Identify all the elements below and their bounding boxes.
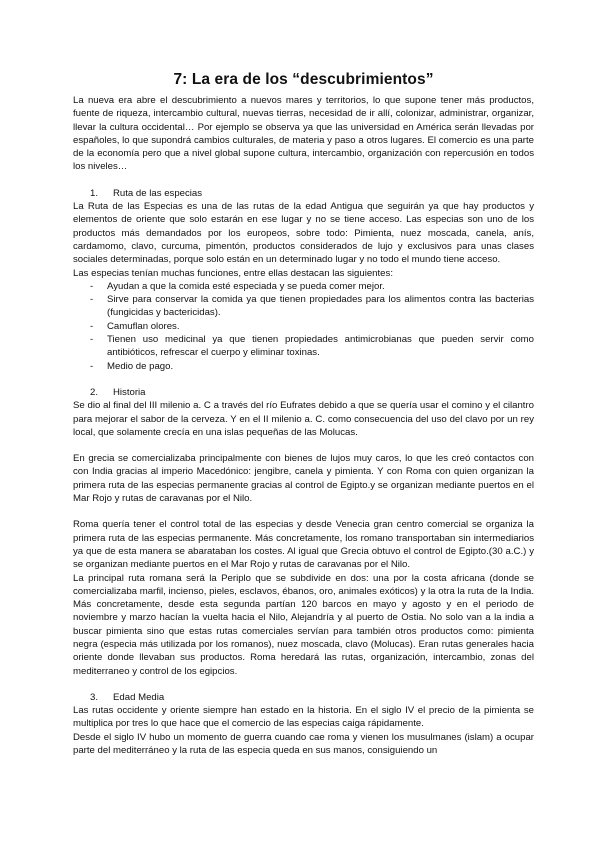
list-item: - Camuflan olores. [73,320,534,333]
intro-paragraph: La nueva era abre el descubrimiento a nuevos mares y territorios, lo que supone tener más productos, fuente de riqueza, intercambio cultural, nuevas tierras, necesidad de ir allí, colonizar, administrar, organizar, llevar la cultura occidental… Por ejemplo se observa ya que las universidad en América serán llevadas por españoles, lo que supondrá cambios culturales, de materia y paso a otros lugares. El comercio es una parte de la economía pero que a nivel global supone cultura, intercambio, organización con repercusión en todos los niveles… [73,95,534,173]
list-item: - Sirve para conservar la comida ya que tienen propiedades para los alimentos contra las bacterias (fungicidas y bactericidas). [73,293,534,320]
paragraph: Las rutas occidente y oriente siempre han estado en la historia. En el siglo IV el precio de la pimienta se multiplica por tres lo que hace que el comercio de las especias caiga rápidamente. [73,705,534,730]
paragraph: Las especias tenían muchas funciones, entre ellas destacan las siguientes: [73,267,393,279]
paragraph: La principal ruta romana será la Periplo que se subdivide en dos: una por la costa africana (donde se comercializaba marfil, incienso, pieles, esclavos, ébanos, oro, animales exóticos) y la otra la ruta de la India. Más concretamente, desde esta segunda partían 120 barcos en mayo y agosto y en el periodo de noviembre y marzo hacían la vuelta hacia el Nilo, Alejandría y al puerto de Ostia. No solo van a la india a buscar pimienta sino que estas rutas comerciales servían para también otros productos como: pimienta negra (especia más utilizada por los romanos), nuez moscada, clavo (Molucas). Eran rutas generales hacia oriente donde llevaban sus productos. Roma heredará las rutas, organización, intercambio, zonas del mediterraneo y control de los egipcios. [73,572,534,677]
section-heading-edad-media [73,691,534,704]
list-item: - Ayudan a que la comida esté especiada y se pueda comer mejor. [73,280,534,293]
paragraph: En grecia se comercializaba principalmente con bienes de lujos muy caros, lo que les creó contactos con con India gracias al imperio Macedónico: jengibre, canela y pimienta. Y con Roma con quien organizan la primera ruta de las especias permanente gracias al control de Egipto.y se organizan mediante puertos en el Mar Rojo y rutas de caravanas por el Nilo. [73,453,534,505]
section-title: Edad Media [113,691,165,703]
section-title: Historia [113,386,146,398]
section-number: 1. [90,187,99,199]
section-heading-historia [73,386,534,399]
section-heading-ruta [73,187,534,200]
paragraph: Desde el siglo IV hubo un momento de guerra cuando cae roma y vienen los musulmanes (islam) a ocupar parte del mediterráneo y la ruta de las especia queda en sus manos, consiguiendo un [73,731,534,757]
page-title: 7: La era de los “descubrimientos” [173,71,434,88]
section-number: 2. [90,386,99,398]
list-item: - Medio de pago. [73,360,534,373]
list-item: - Tienen uso medicinal ya que tienen propiedades antimicrobianas que pueden servir como antibióticos, refrescar el cuerpo y eliminar toxinas. [73,333,534,360]
paragraph: Roma quería tener el control total de las especias y desde Venecia gran centro comercial se organiza la primera ruta de las especias permanente. Más concretamente, los romano transportaban sin intermediarios ya que de esta manera se abarataban los costes. Al igual que Grecia obtuvo el control de Egipto.(30 a.C.) y se organizan mediante puertos en el Mar Rojo y rutas de caravanas por el Nilo. [73,519,534,571]
section-title: Ruta de las especias [113,187,203,199]
functions-list [73,280,534,373]
section-number: 3. [90,691,99,703]
paragraph: La Ruta de las Especias es una de las rutas de la edad Antigua que seguirán ya que hay productos y elementos de oriente que solo estarán en ese lugar y no se tiene acceso. Las especias son uno de los productos más demandados por los europeos, sobre todo: Pimienta, nuez moscada, canela, anís, cardamomo, clavo, curcuma, pimentón, productos considerados de lujo y exclusivos para unas clases sociales determinadas, porque solo están en un determinado lugar y no todo el mundo tiene acceso. [73,201,534,266]
paragraph: Se dio al final del III milenio a. C a través del río Eufrates debido a que se quería usar el comino y el cilantro para mejorar el sabor de la cerveza. Y en el II milenio a. C. como consecuencia del uso del clavo por un rey local, que solamente crecía en una islas pequeñas de las Molucas. [73,400,534,438]
